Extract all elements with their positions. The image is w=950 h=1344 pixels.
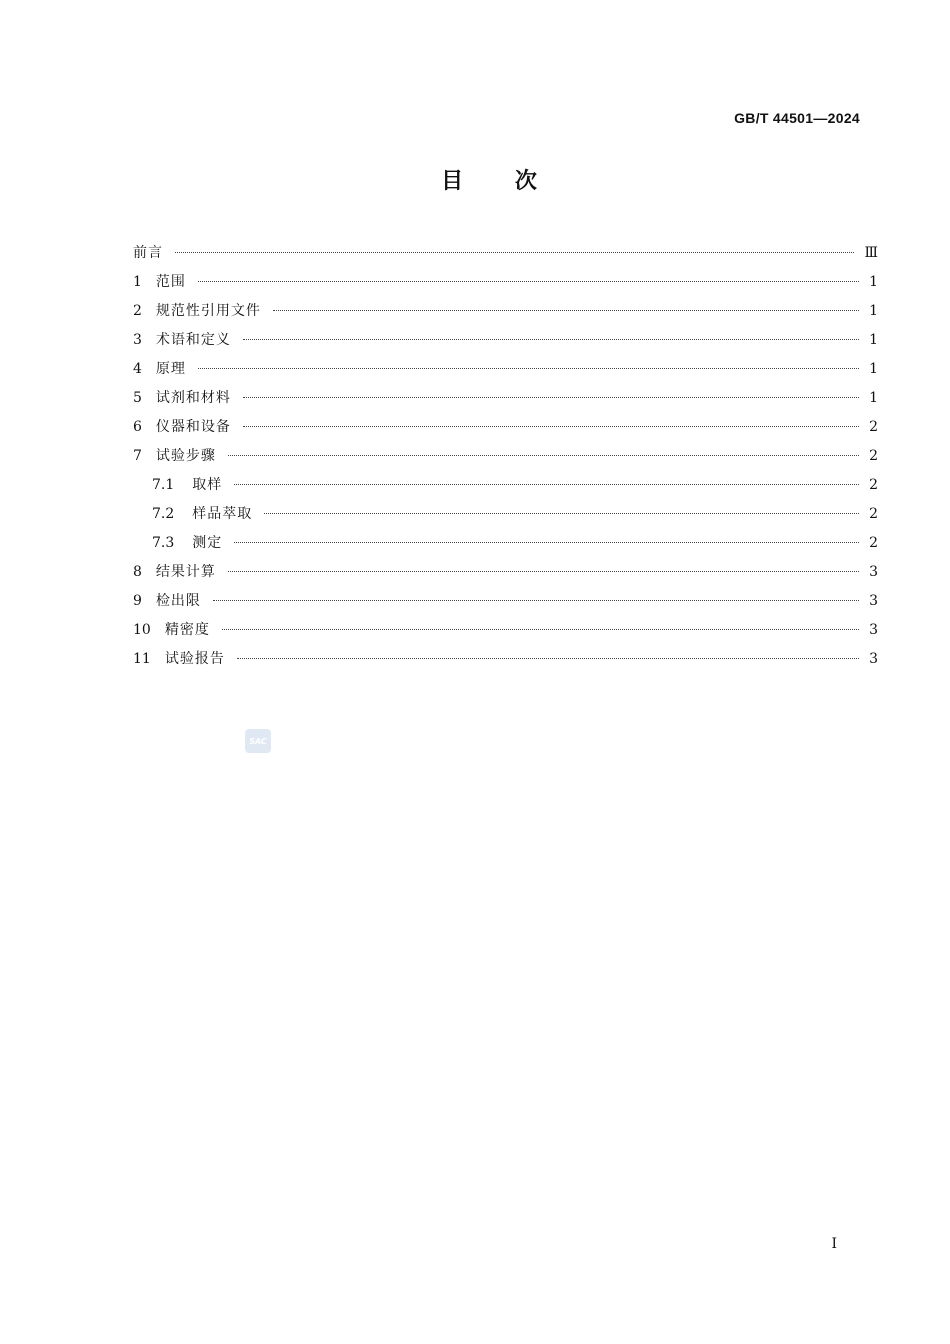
toc-entry-page: 2 — [869, 448, 878, 464]
toc-dot-leader — [234, 483, 859, 485]
toc-dot-leader — [273, 309, 859, 311]
toc-entry-title: 结果计算 — [155, 564, 216, 580]
toc-entry[interactable] — [133, 359, 878, 388]
toc-entry-title: 取样 — [192, 477, 223, 493]
toc-dot-leader — [243, 338, 859, 340]
toc-entry-title: 试剂和材料 — [155, 390, 231, 406]
toc-dot-leader — [175, 251, 854, 253]
toc-entry[interactable] — [133, 562, 878, 591]
toc-entry-number: 9 — [133, 593, 142, 609]
toc-entry-page: 3 — [869, 651, 878, 667]
toc-dot-leader — [222, 628, 859, 630]
toc-entry-number: 5 — [133, 390, 142, 406]
toc-entry-number: 7.2 — [152, 506, 175, 522]
toc-entry-title: 样品萃取 — [192, 506, 253, 522]
toc-entry-title: 检出限 — [155, 593, 201, 609]
toc-dot-leader — [228, 570, 859, 572]
toc-entry-number: 7.1 — [152, 477, 175, 493]
toc-entry-number: 7.3 — [152, 535, 175, 551]
toc-entry[interactable] — [133, 272, 878, 301]
toc-dot-leader — [213, 599, 859, 601]
toc-entry[interactable] — [133, 301, 878, 330]
toc-dot-leader — [264, 512, 859, 514]
toc-entry[interactable] — [133, 243, 878, 272]
toc-entry-page: 1 — [869, 303, 878, 319]
toc-entry-title: 规范性引用文件 — [155, 303, 261, 319]
toc-entry-number: 8 — [133, 564, 142, 580]
toc-entry[interactable] — [133, 475, 878, 504]
table-of-contents — [133, 243, 878, 678]
toc-entry-number: 2 — [133, 303, 142, 319]
toc-entry-number: 4 — [133, 361, 142, 377]
toc-entry-number: 6 — [133, 419, 142, 435]
toc-entry-page: 1 — [869, 361, 878, 377]
toc-entry-title: 前言 — [133, 245, 163, 261]
toc-dot-leader — [228, 454, 859, 456]
toc-entry[interactable] — [133, 533, 878, 562]
toc-entry[interactable] — [133, 330, 878, 359]
sac-logo-icon — [245, 729, 271, 753]
toc-entry[interactable] — [133, 591, 878, 620]
watermark-text: SAC — [249, 736, 267, 746]
toc-entry-number: 3 — [133, 332, 142, 348]
standard-number: GB/T 44501—2024 — [734, 110, 860, 126]
toc-entry-page: 1 — [869, 274, 878, 290]
toc-entry-number: 11 — [133, 651, 151, 667]
toc-entry-page: Ⅲ — [864, 245, 878, 261]
toc-entry-page: 1 — [869, 390, 878, 406]
toc-entry[interactable] — [133, 446, 878, 475]
toc-entry-title: 试验步骤 — [155, 448, 216, 464]
toc-entry-page: 3 — [869, 593, 878, 609]
toc-entry-title: 精密度 — [164, 622, 210, 638]
toc-dot-leader — [234, 541, 859, 543]
toc-entry[interactable] — [133, 504, 878, 533]
toc-entry-title: 范围 — [155, 274, 186, 290]
toc-entry-title: 术语和定义 — [155, 332, 231, 348]
toc-dot-leader — [243, 425, 859, 427]
toc-dot-leader — [237, 657, 859, 659]
toc-entry-number: 10 — [133, 622, 151, 638]
toc-entry[interactable] — [133, 649, 878, 678]
toc-entry-title: 测定 — [192, 535, 223, 551]
toc-dot-leader — [243, 396, 859, 398]
toc-dot-leader — [198, 280, 859, 282]
toc-entry[interactable] — [133, 620, 878, 649]
page-number: I — [831, 1236, 837, 1252]
toc-entry-page: 3 — [869, 622, 878, 638]
toc-entry-page: 2 — [869, 419, 878, 435]
toc-entry-title: 原理 — [155, 361, 186, 377]
page-title: 目 次 — [441, 169, 539, 194]
toc-dot-leader — [198, 367, 859, 369]
toc-entry-number: 1 — [133, 274, 142, 290]
toc-entry[interactable] — [133, 417, 878, 446]
toc-entry-page: 1 — [869, 332, 878, 348]
toc-entry-page: 2 — [869, 506, 878, 522]
toc-entry-page: 2 — [869, 477, 878, 493]
toc-entry-number: 7 — [133, 448, 142, 464]
toc-entry-title: 试验报告 — [164, 651, 225, 667]
toc-entry[interactable] — [133, 388, 878, 417]
toc-entry-page: 3 — [869, 564, 878, 580]
toc-entry-title: 仪器和设备 — [155, 419, 231, 435]
toc-entry-page: 2 — [869, 535, 878, 551]
